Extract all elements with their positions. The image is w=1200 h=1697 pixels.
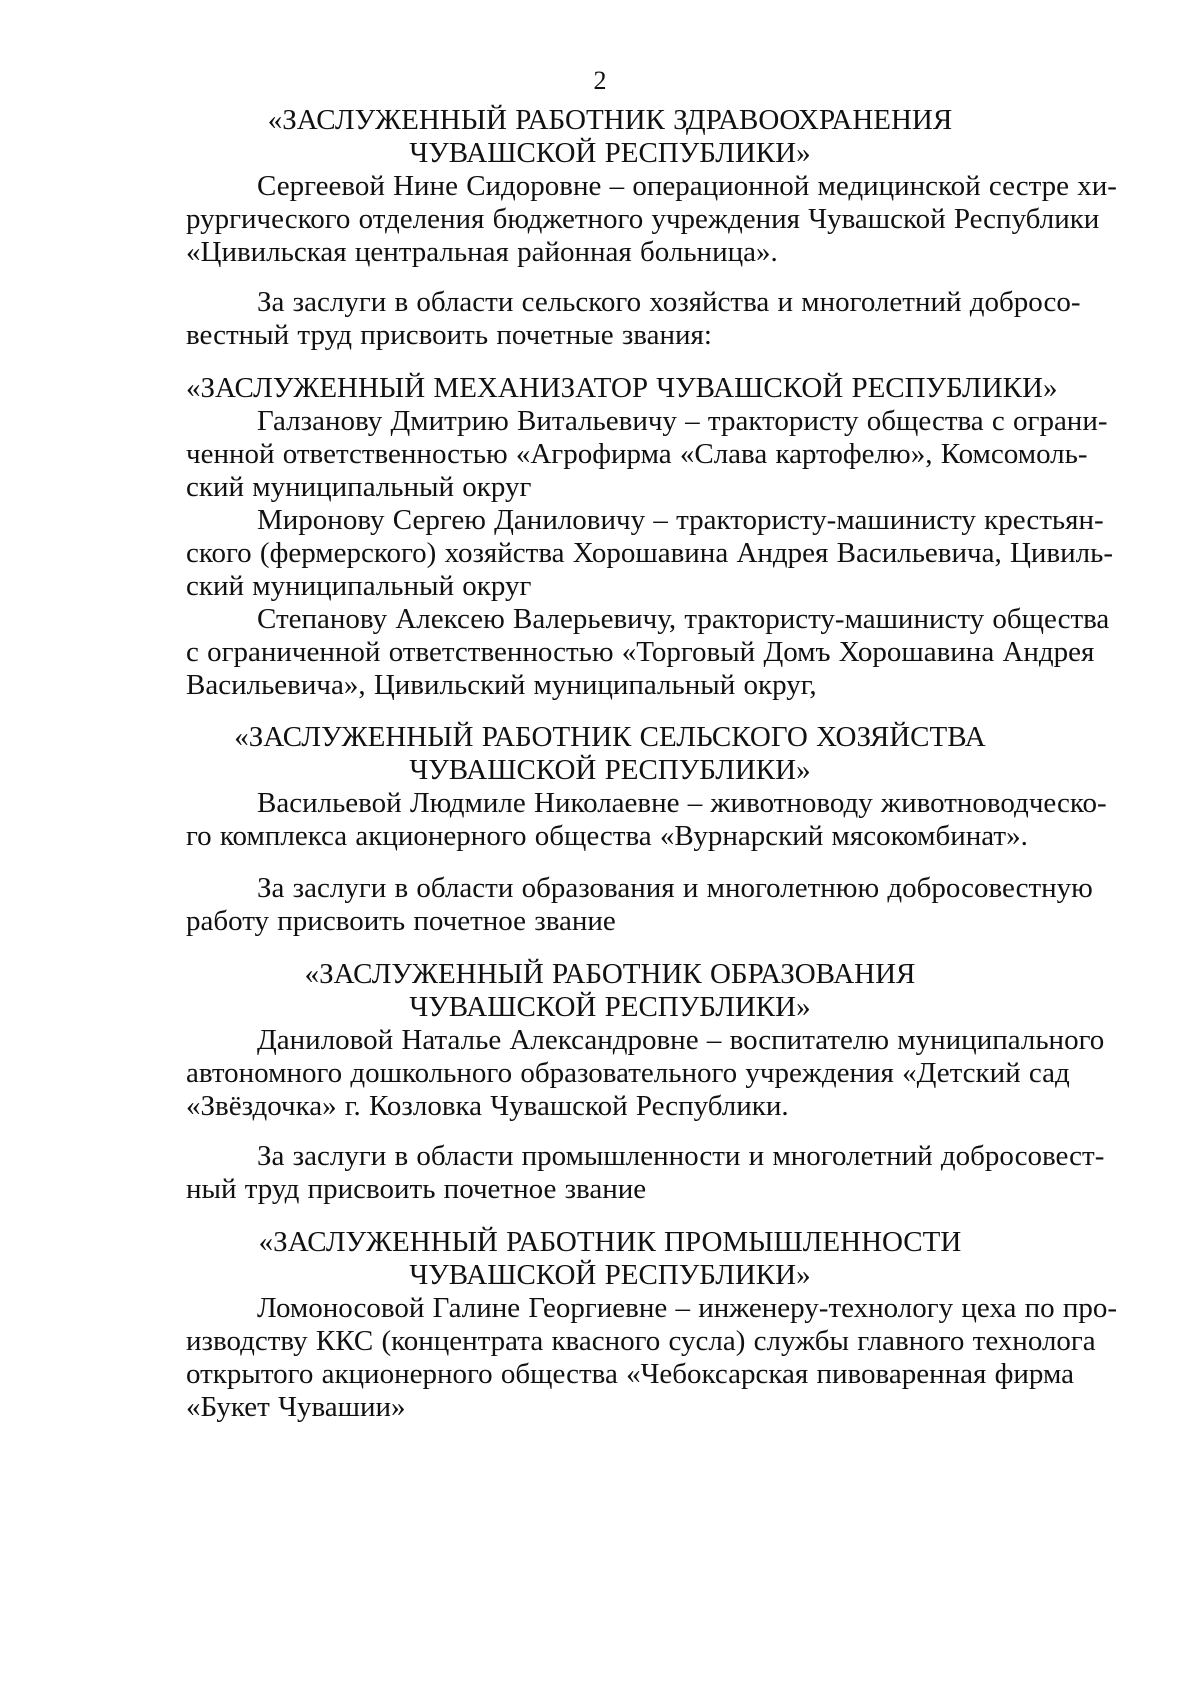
nominee-entry-line: «Букет Чувашии» bbox=[186, 1391, 406, 1423]
nominee-entry-line: «Цивильская центральная районная больница». bbox=[186, 236, 778, 268]
award-intro-line: вестный труд присвоить почетные звания: bbox=[186, 319, 712, 351]
nominee-entry-line: изводству ККС (концентрата квасного сусла) службы главного технолога bbox=[186, 1325, 1096, 1357]
award-title: ЧУВАШСКОЙ РЕСПУБЛИКИ» bbox=[409, 137, 811, 169]
award-intro-line: ный труд присвоить почетное звание bbox=[186, 1173, 647, 1205]
award-title: ЧУВАШСКОЙ РЕСПУБЛИКИ» bbox=[409, 754, 811, 786]
award-title: «ЗАСЛУЖЕННЫЙ РАБОТНИК СЕЛЬСКОГО ХОЗЯЙСТВА bbox=[234, 721, 986, 753]
nominee-entry-line: «Звёздочка» г. Козловка Чувашской Республики. bbox=[186, 1090, 789, 1122]
award-title: ЧУВАШСКОЙ РЕСПУБЛИКИ» bbox=[409, 1259, 811, 1291]
award-title: «ЗАСЛУЖЕННЫЙ МЕХАНИЗАТОР ЧУВАШСКОЙ РЕСПУБЛИКИ» bbox=[186, 372, 1058, 404]
nominee-entry-line: Ломоносовой Галине Георгиевне – инженеру-технологу цеха по про- bbox=[257, 1292, 1118, 1324]
award-title: «ЗАСЛУЖЕННЫЙ РАБОТНИК ЗДРАВООХРАНЕНИЯ bbox=[267, 104, 953, 136]
nominee-entry-line: Степанову Алексею Валерьевичу, трактористу-машинисту общества bbox=[257, 603, 1110, 635]
nominee-entry-line: Сергеевой Нине Сидоровне – операционной медицинской сестре хи- bbox=[257, 170, 1117, 202]
award-intro-line: За заслуги в области образования и многолетнюю добросовестную bbox=[257, 872, 1093, 904]
award-title: «ЗАСЛУЖЕННЫЙ РАБОТНИК ПРОМЫШЛЕННОСТИ bbox=[258, 1226, 962, 1258]
page-number: 2 bbox=[593, 66, 607, 95]
nominee-entry-line: открытого акционерного общества «Чебоксарская пивоваренная фирма bbox=[186, 1358, 1074, 1390]
nominee-entry-line: рургического отделения бюджетного учреждения Чувашской Республики bbox=[186, 203, 1100, 235]
nominee-entry-line: Даниловой Наталье Александровне – воспитателю муниципального bbox=[257, 1024, 1105, 1056]
nominee-entry-line: ского (фермерского) хозяйства Хорошавина Андрея Васильевича, Цивиль- bbox=[186, 537, 1113, 569]
award-intro-line: За заслуги в области сельского хозяйства и многолетний добросо- bbox=[257, 286, 1081, 318]
nominee-entry-line: Васильевой Людмиле Николаевне – животноводу животноводческо- bbox=[257, 787, 1107, 819]
award-intro-line: За заслуги в области промышленности и многолетний добросовест- bbox=[257, 1140, 1105, 1172]
award-title: «ЗАСЛУЖЕННЫЙ РАБОТНИК ОБРАЗОВАНИЯ bbox=[304, 958, 916, 990]
nominee-entry-line: автономного дошкольного образовательного учреждения «Детский сад bbox=[186, 1057, 1070, 1089]
nominee-entry-line: Миронову Сергею Даниловичу – трактористу-машинисту крестьян- bbox=[257, 504, 1104, 536]
award-intro-line: работу присвоить почетное звание bbox=[186, 905, 616, 937]
award-title: ЧУВАШСКОЙ РЕСПУБЛИКИ» bbox=[409, 991, 811, 1023]
nominee-entry-line: с ограниченной ответственностью «Торговый Домъ Хорошавина Андрея bbox=[186, 636, 1095, 668]
nominee-entry-line: ский муниципальный округ bbox=[186, 570, 532, 602]
nominee-entry-line: Галзанову Дмитрию Витальевичу – трактористу общества с ограни- bbox=[257, 405, 1108, 437]
nominee-entry-line: ченной ответственностью «Агрофирма «Слава картофелю», Комсомоль- bbox=[186, 438, 1088, 470]
nominee-entry-line: го комплекса акционерного общества «Вурнарский мясокомбинат». bbox=[186, 820, 1028, 852]
nominee-entry-line: ский муниципальный округ bbox=[186, 471, 532, 503]
nominee-entry-line: Васильевича», Цивильский муниципальный округ, bbox=[186, 669, 817, 701]
